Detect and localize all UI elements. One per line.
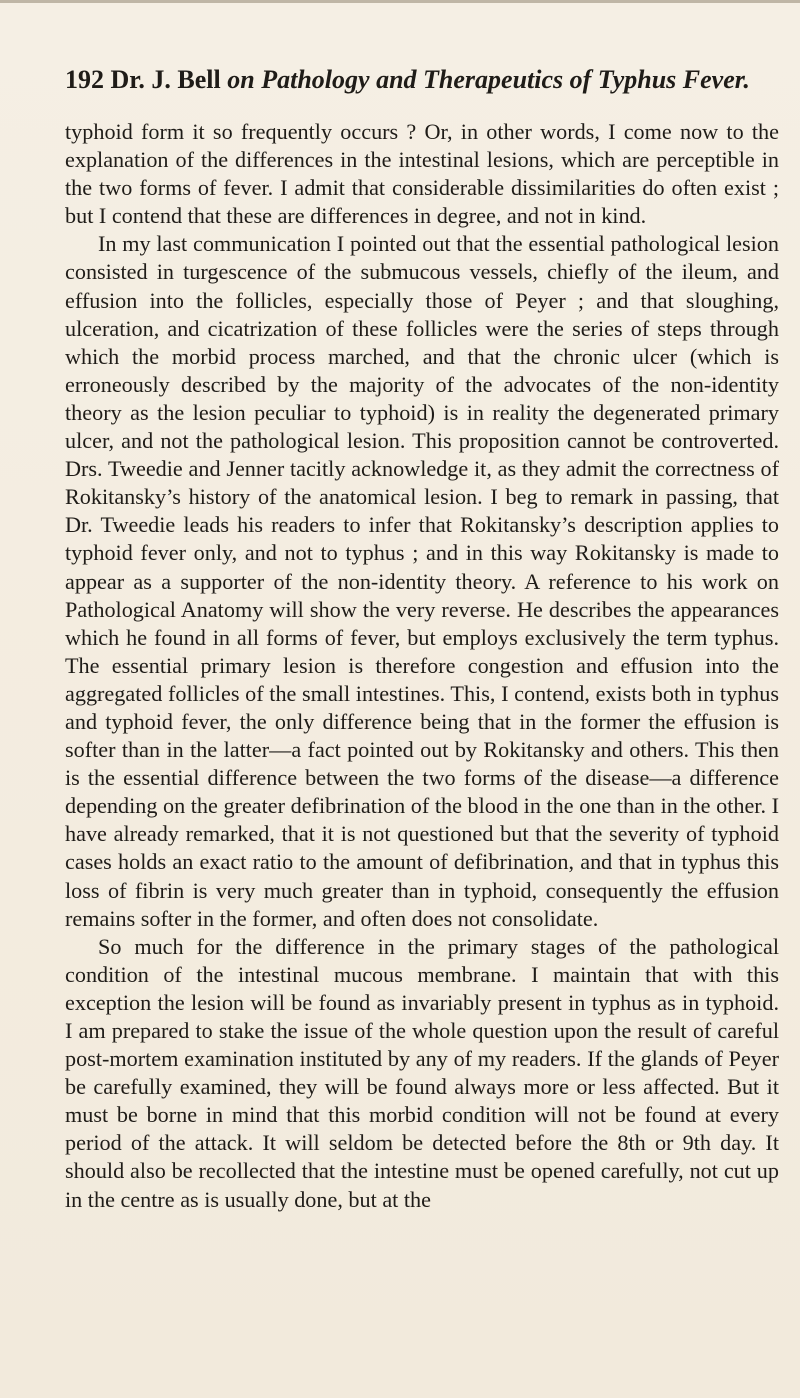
paragraph-continuation: typhoid form it so frequently occurs ? Or, in other words, I come now to the explanation of the differences in the intestinal lesions, which are perceptible in the two forms of fever. I admit that considerable dissimilarities do often exist ; but I contend that these are differences in degree, and not in kind.: [65, 119, 779, 229]
header-author: Dr. J. Bell: [110, 65, 221, 94]
paragraph-pathological-lesion: In my last communication I pointed out that the essential pathological lesion consisted in turgescence of the submucous vessels, chiefly of the ileum, and effusion into the follicles, especially those of Peyer ; and that sloughing, ulceration, and cicatrization of these follicles were the series of steps through which the morbid process marched, and that the chronic ulcer (which is erroneously described by the majority of the advocates of the non-identity theory as the lesion peculiar to typhoid) is in reality the degenerated primary ulcer, and not the pathological lesion. This proposition cannot be controverted. Drs. Tweedie and Jenner tacitly acknowledge it, as they admit the correctness of Rokitansky’s history of the anatomical lesion. I beg to remark in passing, that Dr. Tweedie leads his readers to infer that Rokitansky’s description applies to typhoid fever only, and not to typhus ; and in this way Rokitansky is made to appear as a supporter of the non-identity theory. A reference to his work on Pathological Anatomy will show the very reverse. He describes the appearances which he found in all forms of fever, but employs exclusively the term typhus. The essential primary lesion is therefore congestion and effusion into the aggregated follicles of the small intestines. This, I contend, exists both in typhus and typhoid fever, the only difference being that in the former the effusion is softer than in the latter—a fact pointed out by Rokitansky and others. This then is the essential difference between the two forms of the disease—a difference depending on the greater defibrination of the blood in the one than in the other. I have already remarked, that it is not questioned but that the severity of typhoid cases holds an exact ratio to the amount of defibrination, and that in typhus this loss of fibrin is very much greater than in typhoid, consequently the effusion remains softer in the former, and often does not consolidate.: [65, 231, 779, 931]
header-title: Pathology and Therapeutics of Typhus Fever.: [261, 65, 750, 94]
running-header: [65, 60, 775, 100]
page-number: 192: [65, 65, 104, 94]
top-edge-rule: [0, 0, 800, 3]
header-connector: on: [227, 65, 255, 94]
body-text: [65, 118, 779, 1214]
paragraph-primary-stages: So much for the difference in the primary stages of the pathological condition of the intestinal mucous membrane. I maintain that with this exception the lesion will be found as invariably present in typhus as in typhoid. I am prepared to stake the issue of the whole question upon the result of careful post-mortem examination instituted by any of my readers. If the glands of Peyer be carefully examined, they will be found always more or less affected. But it must be borne in mind that this morbid condition will not be found at every period of the attack. It will seldom be detected before the 8th or 9th day. It should also be recollected that the intestine must be opened carefully, not cut up in the centre as is usually done, but at the: [65, 933, 779, 1212]
